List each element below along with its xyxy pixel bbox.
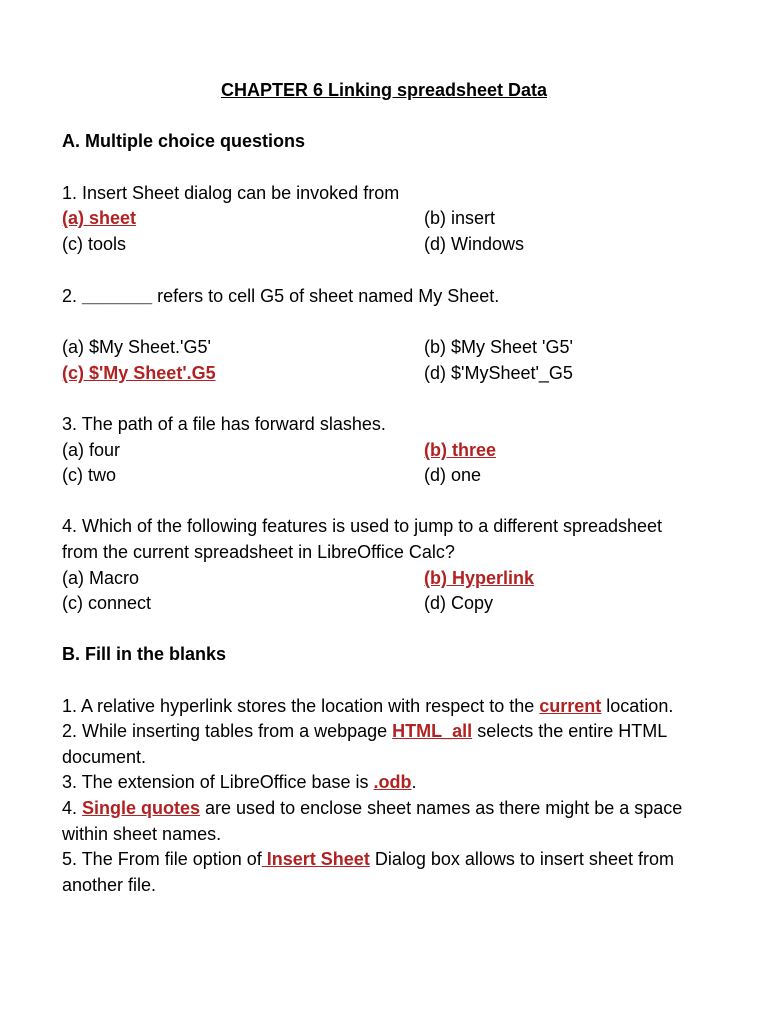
q4-option-c: (c) connect: [62, 593, 152, 613]
q3-option-c: (c) two: [62, 465, 116, 485]
q1-question: 1. Insert Sheet dialog can be invoked from: [62, 183, 400, 203]
fill-2: [62, 720, 667, 742]
fill-3-answer: .odb: [373, 772, 412, 792]
fill-4-text: 4.: [62, 798, 83, 818]
q2-number: 2.: [62, 286, 83, 306]
q4-option-d: (d) Copy: [424, 593, 494, 613]
fill-1-text: 1. A relative hyperlink stores the location with respect to the: [62, 696, 540, 716]
fill-1-answer: current: [539, 696, 602, 716]
q1-option-d: (d) Windows: [424, 234, 525, 254]
q4-option-a: (a) Macro: [62, 568, 140, 588]
q3-option-a: (a) four: [62, 440, 121, 460]
section-b-heading: B. Fill in the blanks: [62, 644, 227, 664]
fill-4-line2: within sheet names.: [62, 824, 222, 844]
fill-5-line2: another file.: [62, 875, 157, 895]
q2-option-d: (d) $'MySheet'_G5: [424, 363, 573, 383]
fill-4-text-end: are used to enclose sheet names as there might be a space: [200, 798, 683, 818]
fill-4: [62, 797, 682, 819]
q1-option-b: (b) insert: [424, 208, 496, 228]
chapter-title: CHAPTER 6 Linking spreadsheet Data: [220, 80, 548, 100]
fill-2-answer: HTML_all: [392, 721, 473, 741]
fill-3: [62, 771, 417, 793]
fill-5: [62, 848, 674, 870]
fill-5-text-end: Dialog box allows to insert sheet from: [369, 849, 674, 869]
fill-2-text: 2. While inserting tables from a webpage: [62, 721, 393, 741]
q4-option-b-answer: (b) Hyperlink: [424, 568, 535, 588]
fill-2-text-end: selects the entire HTML: [472, 721, 668, 741]
q2-option-c-answer: (c) $'My Sheet'.G5: [62, 363, 216, 383]
fill-2-line2: document.: [62, 747, 147, 767]
fill-5-answer: Insert Sheet: [261, 849, 370, 869]
q3-option-d: (d) one: [424, 465, 482, 485]
q1-option-a-answer: (a) sheet: [62, 208, 137, 228]
fill-3-text-end: .: [411, 772, 417, 792]
q2-option-a: (a) $My Sheet.'G5': [62, 337, 211, 357]
q2-question: [62, 285, 499, 307]
q4-question-line1: 4. Which of the following features is used to jump to a different spreadsheet: [62, 516, 663, 536]
q3-question: 3. The path of a file has forward slashes.: [62, 414, 386, 434]
q4-question-line2: from the current spreadsheet in LibreOffice Calc?: [62, 542, 455, 562]
fill-5-text: 5. The From file option of: [62, 849, 262, 869]
q1-option-c: (c) tools: [62, 234, 127, 254]
fill-3-text: 3. The extension of LibreOffice base is: [62, 772, 374, 792]
q2-text: refers to cell G5 of sheet named My Sheet.: [152, 286, 500, 306]
q3-option-b-answer: (b) three: [424, 440, 496, 460]
fill-4-answer: Single quotes: [82, 798, 201, 818]
section-a-heading: A. Multiple choice questions: [62, 131, 306, 151]
fill-1-text-end: location.: [601, 696, 674, 716]
fill-1: [62, 695, 673, 717]
q2-option-b: (b) $My Sheet 'G5': [424, 337, 573, 357]
q2-blank: _______: [82, 286, 153, 306]
